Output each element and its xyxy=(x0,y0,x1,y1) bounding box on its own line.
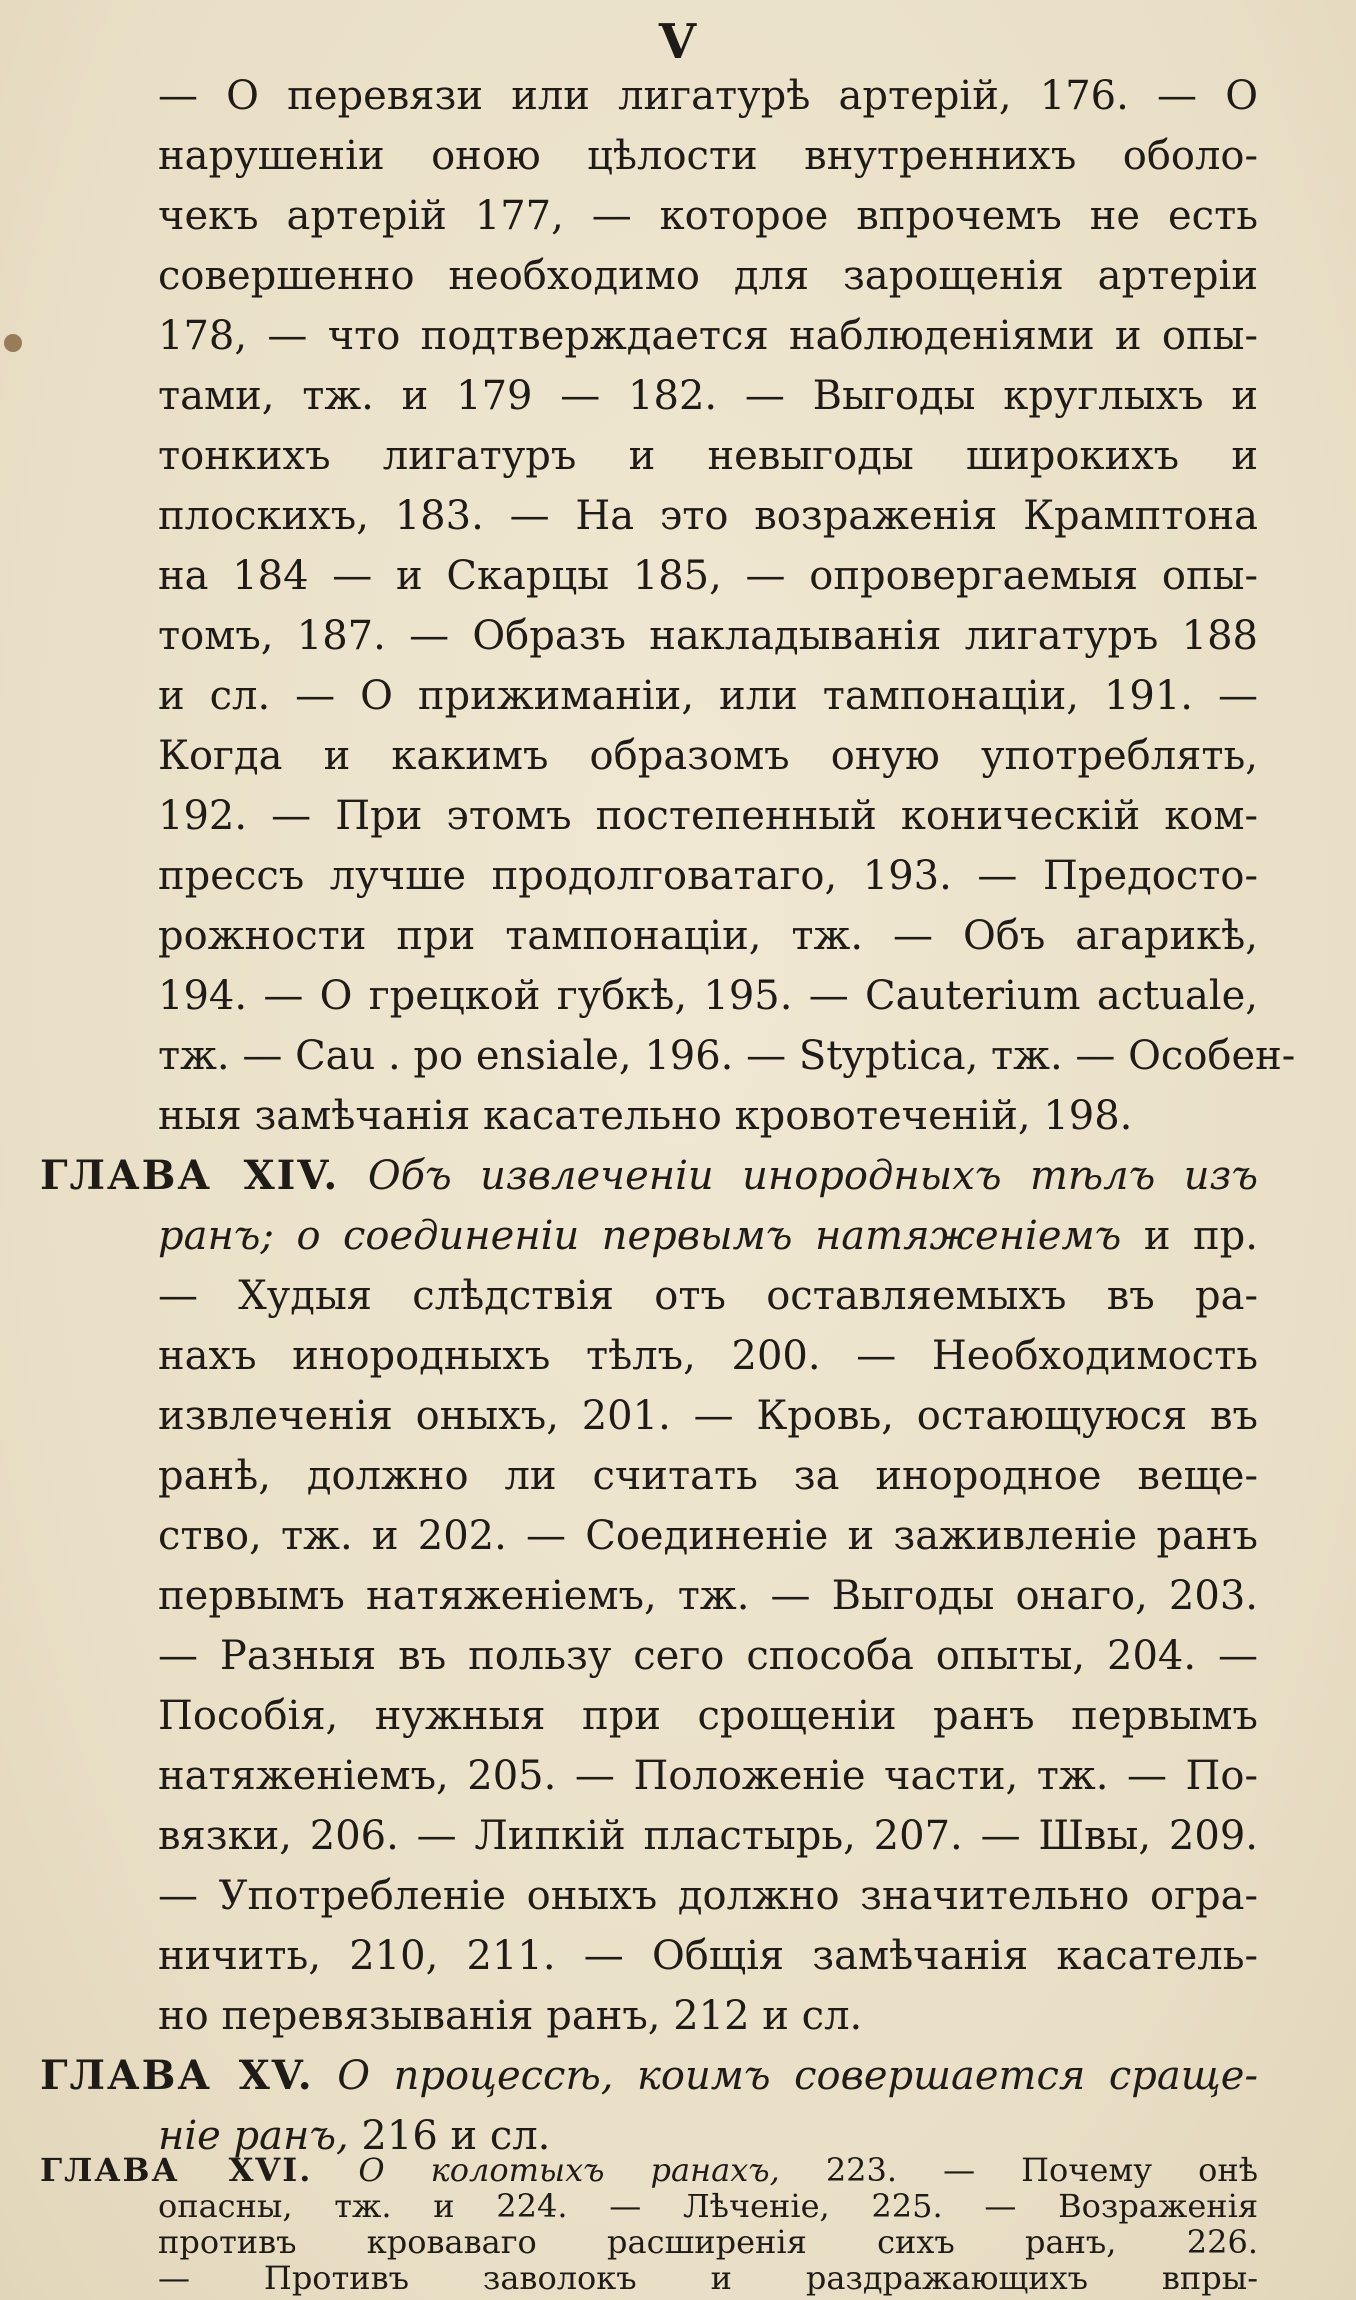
text-line: опасны, тж. и 224. — Лѣченіе, 225. — Возраженія xyxy=(158,2187,1258,2225)
text-line: извлеченія оныхъ, 201. — Кровь, остающуюся въ xyxy=(158,1393,1258,1439)
text-line: — Противъ заволокъ и раздражающихъ впры- xyxy=(158,2259,1258,2297)
text-line: 192. — При этомъ постепенный коническій ком- xyxy=(158,793,1258,839)
chapter-title: Объ извлеченіи инородныхъ тѣлъ изъ xyxy=(367,1153,1259,1199)
text-line: Когда и какимъ образомъ оную употреблять, xyxy=(158,733,1258,779)
text-line: натяженіемъ, 205. — Положеніе части, тж. — По- xyxy=(158,1753,1258,1799)
text-line: нахъ инородныхъ тѣлъ, 200. — Необходимость xyxy=(158,1333,1258,1379)
text-line: 178, — что подтверждается наблюденіями и опы- xyxy=(158,313,1258,359)
chapter-title-cont: ранъ; о соединеніи первымъ натяженіемъ xyxy=(158,1213,1122,1259)
text-line: ныя замѣчанія касательно кровотеченій, 198. xyxy=(158,1093,1133,1139)
text-line: — О перевязи или лигатурѣ артерій, 176. — О xyxy=(158,73,1258,119)
text-line: чекъ артерій 177, — которое впрочемъ не есть xyxy=(158,193,1258,239)
chapter-title-tail: 216 и сл. xyxy=(361,2113,551,2159)
paper-stain xyxy=(4,334,22,352)
text-line: совершенно необходимо для зарощенія артеріи xyxy=(158,253,1258,299)
chapter-label: ГЛАВА XIV. xyxy=(40,1152,340,1199)
text-line: — Разныя въ пользу сего способа опыты, 204. — xyxy=(158,1633,1258,1679)
text-line: ство, тж. и 202. — Соединеніе и заживленіе ранъ xyxy=(158,1513,1258,1559)
chapter-title: О колотыхъ ранахъ, xyxy=(358,2151,780,2189)
text-line: нарушеніи оною цѣлости внутреннихъ оболо- xyxy=(158,133,1258,179)
text-line: на 184 — и Скарцы 185, — опровергаемыя опы- xyxy=(158,553,1258,599)
text-line: первымъ натяженіемъ, тж. — Выгоды онаго, 203. xyxy=(158,1573,1258,1619)
chapter-title-tail: и пр. xyxy=(1143,1213,1259,1259)
chapter-heading-14-cont xyxy=(158,1208,1258,1264)
text-line: но перевязыванія ранъ, 212 и сл. xyxy=(158,1993,863,2039)
text-line: 194. — О грецкой губкѣ, 195. — Cauterium actuale, xyxy=(158,973,1258,1019)
text-line: ничить, 210, 211. — Общія замѣчанія касатель- xyxy=(158,1933,1258,1979)
text-line: — Употребленіе оныхъ должно значительно огра- xyxy=(158,1873,1258,1919)
chapter-label: ГЛАВА XVI. xyxy=(40,2151,313,2189)
text-line: ранѣ, должно ли считать за инородное веще- xyxy=(158,1453,1258,1499)
text-line: противъ кроваваго расширенія сихъ ранъ, 226. xyxy=(158,2223,1258,2261)
text-line: тами, тж. и 179 — 182. — Выгоды круглыхъ и xyxy=(158,373,1258,419)
chapter-title: О процессѣ, коимъ совершается сраще- xyxy=(337,2053,1258,2099)
chapter-heading-15 xyxy=(40,2048,1258,2104)
text-line: тж. — Cau . po ensiale, 196. — Styptica, тж. — Особен- xyxy=(158,1033,1296,1079)
chapter-title-tail: 223. — Почему онѣ xyxy=(825,2151,1259,2189)
text-line: томъ, 187. — Образъ накладыванія лигатуръ 188 xyxy=(158,613,1258,659)
text-line: вязки, 206. — Липкій пластырь, 207. — Швы, 209. xyxy=(158,1813,1258,1859)
chapter-heading-16 xyxy=(40,2152,1258,2188)
text-line: рожности при тампонаціи, тж. — Объ агарикѣ, xyxy=(158,913,1258,959)
text-line: тонкихъ лигатуръ и невыгоды широкихъ и xyxy=(158,433,1258,479)
chapter-title-cont: ніе ранъ, xyxy=(158,2113,349,2159)
chapter-heading-14 xyxy=(40,1148,1258,1204)
page-number: V xyxy=(658,14,698,70)
text-line: — Худыя слѣдствія отъ оставляемыхъ въ ра- xyxy=(158,1273,1258,1319)
chapter-label: ГЛАВА XV. xyxy=(40,2052,314,2099)
text-line: Пособія, нужныя при срощеніи ранъ первымъ xyxy=(158,1693,1258,1739)
text-line: прессъ лучше продолговатаго, 193. — Предосто- xyxy=(158,853,1258,899)
text-line: и сл. — О прижиманіи, или тампонаціи, 191. — xyxy=(158,673,1258,719)
text-line: плоскихъ, 183. — На это возраженія Крамптона xyxy=(158,493,1258,539)
